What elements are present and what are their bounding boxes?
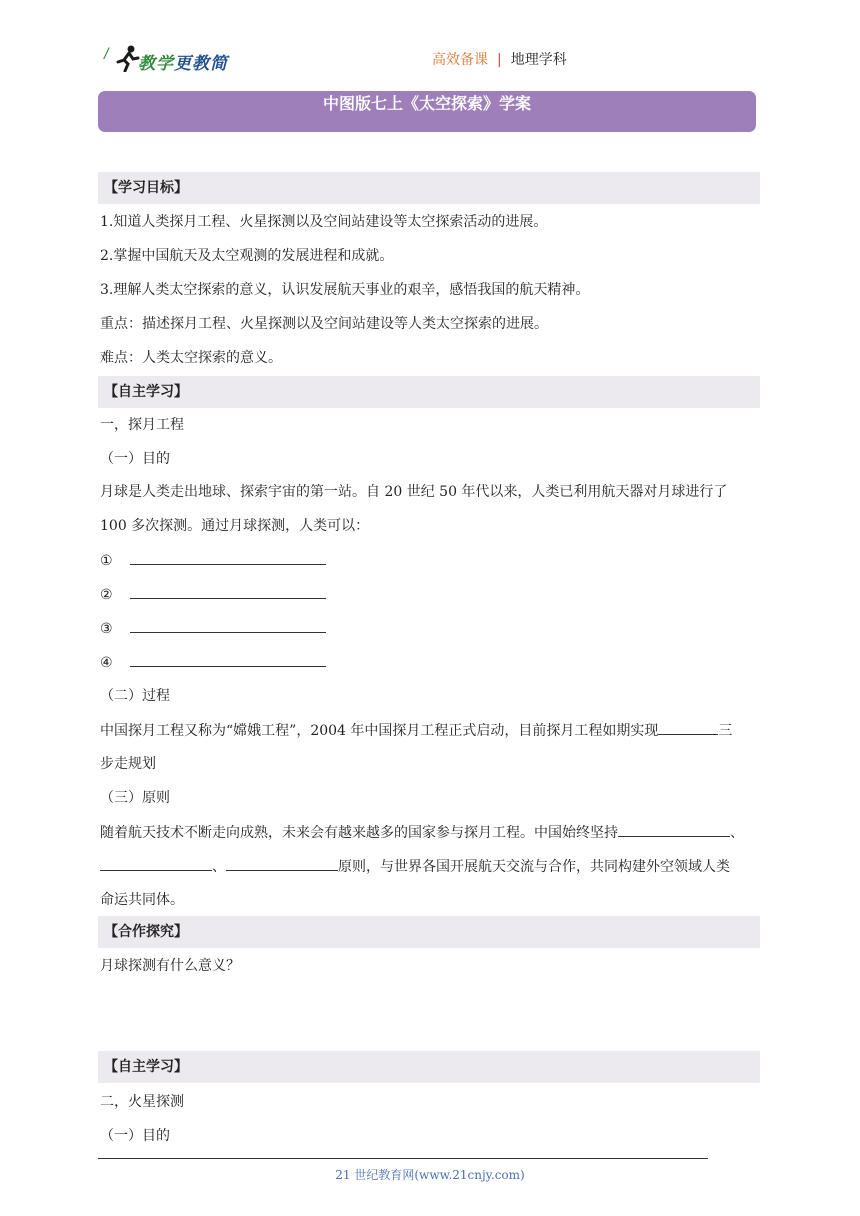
- logo-text-part-a: 教学: [138, 54, 174, 74]
- brand-logo: [104, 44, 254, 74]
- item-number: ④: [100, 655, 113, 671]
- answer-item-4: [100, 652, 326, 673]
- page-footer: 21 世纪教育网(www.21cnjy.com): [335, 1168, 525, 1182]
- process-title: （二）过程: [100, 688, 170, 704]
- process-text-part-a: 中国探月工程又称为“嫦娥工程”，2004 年中国探月工程正式启动，目前探月工程如期实现: [100, 723, 659, 739]
- logo-slash: /: [104, 46, 109, 63]
- logo-text-part-b: 更教简: [174, 54, 228, 74]
- logo-wordmark: [138, 49, 228, 74]
- key-point: 重点：描述探月工程、火星探测以及空间站建设等人类太空探索的进展。: [100, 316, 548, 332]
- principle-text-part-c: 、: [212, 859, 226, 875]
- section-heading-cooperation: 【合作探究】: [98, 916, 760, 948]
- header-tag-efficient: 高效备课: [432, 52, 488, 68]
- section-moon-exploration: 一，探月工程: [100, 417, 184, 433]
- principle-text-part-a: 随着航天技术不断走向成熟，未来会有越来越多的国家参与探月工程。中国始终坚持: [100, 825, 618, 841]
- principle-blank-2[interactable]: [100, 856, 212, 871]
- answer-item-1: [100, 550, 326, 571]
- goal-item-2: 2.掌握中国航天及太空观测的发展进程和成就。: [100, 248, 394, 264]
- item-number: ②: [100, 587, 113, 603]
- answer-item-3: [100, 618, 326, 639]
- principle-text-part-d: 原则，与世界各国开展航天交流与合作，共同构建外空领域人类: [338, 859, 730, 875]
- page-header: [0, 0, 860, 90]
- footer-divider: [98, 1158, 708, 1159]
- answer-blank[interactable]: [130, 584, 326, 599]
- principle-blank-1[interactable]: [618, 822, 730, 837]
- mars-purpose-title: （一）目的: [100, 1128, 170, 1144]
- purpose-text-line-1: 月球是人类走出地球、探索宇宙的第一站。自 20 世纪 50 年代以来，人类已利用航天器对月球进行了: [100, 484, 728, 500]
- purpose-title: （一）目的: [100, 451, 170, 467]
- section-heading-self-study: 【自主学习】: [98, 376, 760, 408]
- purpose-text-line-2: 100 多次探测。通过月球探测，人类可以：: [100, 518, 370, 534]
- document-title: 中图版七上《太空探索》学案: [98, 91, 756, 132]
- answer-item-2: [100, 584, 326, 605]
- principle-text-line-1: [100, 822, 744, 843]
- section-heading-goals: 【学习目标】: [98, 172, 760, 204]
- item-number: ①: [100, 553, 113, 569]
- header-separator: |: [497, 52, 502, 68]
- goal-item-3: 3.理解人类太空探索的意义，认识发展航天事业的艰辛，感悟我国的航天精神。: [100, 282, 590, 298]
- cooperation-question: 月球探测有什么意义？: [100, 958, 240, 974]
- goal-item-1: 1.知道人类探月工程、火星探测以及空间站建设等太空探索活动的进展。: [100, 214, 548, 230]
- principle-text-part-b: 、: [730, 825, 744, 841]
- principle-title: （三）原则: [100, 790, 170, 806]
- answer-blank[interactable]: [130, 652, 326, 667]
- principle-blank-3[interactable]: [226, 856, 338, 871]
- difficulty-point: 难点：人类太空探索的意义。: [100, 350, 282, 366]
- process-text-line-2: 步走规划: [100, 756, 156, 772]
- runner-icon: [116, 44, 140, 72]
- principle-text-line-3: 命运共同体。: [100, 892, 184, 908]
- header-tags: [432, 49, 567, 69]
- answer-blank[interactable]: [130, 618, 326, 633]
- header-tag-subject: 地理学科: [510, 52, 567, 68]
- item-number: ③: [100, 621, 113, 637]
- process-text-line-1: [100, 720, 732, 741]
- section-mars-exploration: 二，火星探测: [100, 1094, 184, 1110]
- answer-blank[interactable]: [130, 550, 326, 565]
- principle-text-line-2: [100, 856, 730, 877]
- section-heading-self-study-2: 【自主学习】: [98, 1051, 760, 1083]
- process-blank[interactable]: [658, 720, 718, 735]
- process-text-part-b: 三: [718, 723, 733, 739]
